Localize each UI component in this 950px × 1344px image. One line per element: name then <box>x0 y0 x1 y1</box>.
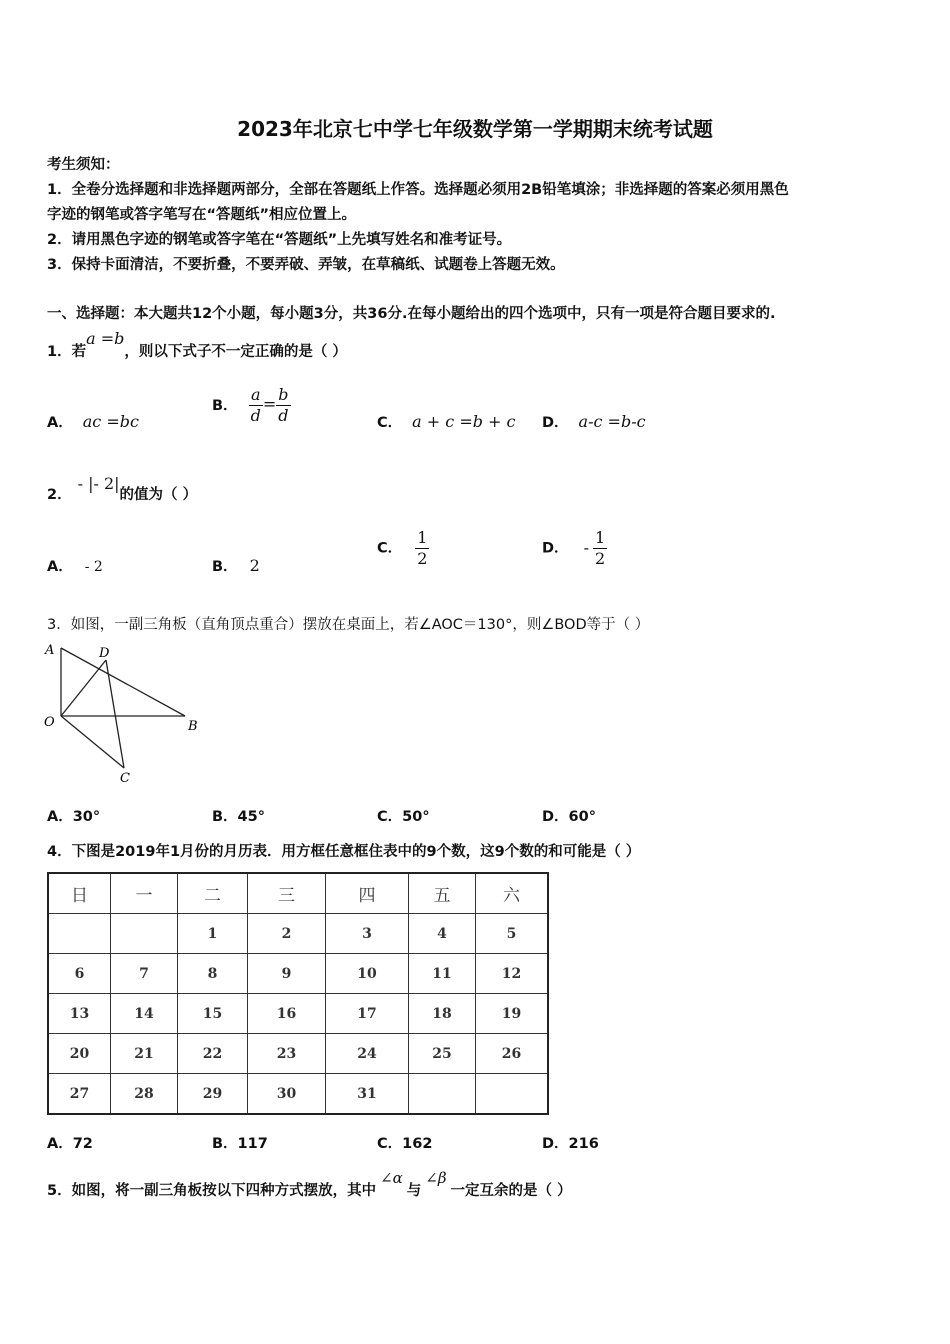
calendar-cell: 17 <box>326 994 409 1034</box>
q2-suffix: 的值为（ ） <box>119 487 198 503</box>
notice-line-1: 1．全卷分选择题和非选择题两部分，全部在答题纸上作答。选择题必须用2B铅笔填涂；非选择题的答案必须用黑色 <box>47 182 789 198</box>
label-a: A <box>45 643 55 658</box>
calendar-cell: 1 <box>178 914 248 954</box>
calendar-header-cell: 四 <box>326 873 409 914</box>
calendar-header-cell: 二 <box>178 873 248 914</box>
line-ab <box>61 648 185 716</box>
calendar-cell <box>111 914 178 954</box>
option-label: C． <box>377 415 403 431</box>
notice-line-3: 3．保持卡面清洁，不要折叠，不要弄破、弄皱，在草稿纸、试题卷上答题无效。 <box>47 257 565 273</box>
minus-sign: - <box>583 537 590 557</box>
calendar-cell: 9 <box>248 954 326 994</box>
q2-option-d <box>542 528 607 569</box>
calendar-cell: 14 <box>111 994 178 1034</box>
calendar-cell: 24 <box>326 1034 409 1074</box>
calendar-cell <box>48 914 111 954</box>
q5-mid: 与 <box>406 1183 422 1199</box>
calendar-cell: 4 <box>409 914 476 954</box>
line-dc <box>106 660 124 768</box>
option-label: B． <box>212 397 238 414</box>
section-heading: 一、选择题：本大题共12个小题，每小题3分，共36分.在每小题给出的四个选项中，只有一项是符合题目要求的. <box>47 306 776 322</box>
calendar-cell: 10 <box>326 954 409 994</box>
calendar-cell: 8 <box>178 954 248 994</box>
q1-option-c <box>377 411 516 432</box>
q2-expr: - |- 2| <box>77 474 120 493</box>
calendar-row <box>48 994 548 1034</box>
calendar-cell: 29 <box>178 1074 248 1115</box>
calendar-cell: 26 <box>476 1034 549 1074</box>
calendar-cell: 23 <box>248 1034 326 1074</box>
calendar-header-row <box>48 873 548 914</box>
q5-alpha: ∠α <box>380 1169 403 1187</box>
q2-c-frac <box>415 528 429 569</box>
calendar-cell: 6 <box>48 954 111 994</box>
q1-option-d <box>542 411 646 432</box>
page-title: 2023年北京七中学七年级数学第一学期期末统考试题 <box>237 117 713 141</box>
calendar-cell: 25 <box>409 1034 476 1074</box>
calendar-cell: 3 <box>326 914 409 954</box>
label-o: O <box>44 715 55 730</box>
denominator: d <box>250 406 261 425</box>
calendar-header-cell: 一 <box>111 873 178 914</box>
q3-option-c: C．50° <box>377 809 430 825</box>
q1-prefix: 1．若 <box>47 344 87 360</box>
q4-option-d: D．216 <box>542 1136 599 1152</box>
numerator: b <box>278 385 289 404</box>
q3-figure <box>40 640 210 790</box>
denominator: d <box>278 406 289 425</box>
q5-beta: ∠β <box>425 1169 447 1187</box>
calendar-header-cell: 六 <box>476 873 549 914</box>
calendar-row <box>48 1034 548 1074</box>
q2-option-a <box>47 555 103 576</box>
q3-option-d: D．60° <box>542 809 596 825</box>
calendar-cell: 22 <box>178 1034 248 1074</box>
calendar-cell: 18 <box>409 994 476 1034</box>
calendar-table <box>47 872 549 1115</box>
q1-condition: a =b <box>86 329 125 348</box>
calendar-cell: 27 <box>48 1074 111 1115</box>
calendar-cell: 5 <box>476 914 549 954</box>
equals-sign: = <box>262 394 277 414</box>
calendar-cell: 2 <box>248 914 326 954</box>
option-label: D． <box>542 540 569 557</box>
q5-prefix: 5．如图，将一副三角板按以下四种方式摆放，其中 <box>47 1183 377 1199</box>
q2-option-b <box>212 555 260 576</box>
notice-line-1-cont: 字迹的钢笔或答字笔写在“答题纸”相应位置上。 <box>47 207 357 223</box>
calendar-cell: 31 <box>326 1074 409 1115</box>
q1-option-b <box>212 385 291 426</box>
q1-suffix: ，则以下式子不一定正确的是（ ） <box>124 344 347 360</box>
calendar-cell: 20 <box>48 1034 111 1074</box>
numerator: 1 <box>595 528 606 547</box>
q1-c-expr: a + c =b + c <box>412 412 516 431</box>
q2-b-val: 2 <box>249 556 260 575</box>
notice-line-2: 2．请用黑色字迹的钢笔或答字笔在“答题纸”上先填写姓名和准考证号。 <box>47 232 512 248</box>
q4-option-c: C．162 <box>377 1136 433 1152</box>
numerator: 1 <box>417 528 428 547</box>
numerator: a <box>249 385 263 406</box>
calendar-cell <box>409 1074 476 1115</box>
q1-d-expr: a-c =b-c <box>578 412 646 431</box>
q3-option-b: B．45° <box>212 809 265 825</box>
calendar-header-cell: 日 <box>48 873 111 914</box>
notice-heading: 考生须知： <box>47 157 120 173</box>
calendar-cell: 28 <box>111 1074 178 1115</box>
q3-option-a: A．30° <box>47 809 101 825</box>
denominator: 2 <box>417 549 428 568</box>
line-oc <box>61 716 124 768</box>
calendar-cell: 13 <box>48 994 111 1034</box>
option-label: D． <box>542 415 569 431</box>
q2-stem <box>47 474 198 504</box>
calendar-cell: 12 <box>476 954 549 994</box>
q1-stem <box>47 329 347 361</box>
calendar-cell: 7 <box>111 954 178 994</box>
calendar-cell <box>476 1074 549 1115</box>
q2-option-c <box>377 528 429 569</box>
calendar-header-cell: 三 <box>248 873 326 914</box>
calendar-cell: 16 <box>248 994 326 1034</box>
q1-a-expr: ac =bc <box>82 412 139 431</box>
q1-option-a <box>47 411 139 432</box>
q5-suffix: 一定互余的是（ ） <box>450 1183 572 1199</box>
q2-a-val: - 2 <box>84 559 103 575</box>
calendar-row <box>48 1074 548 1115</box>
option-label: B． <box>212 559 238 575</box>
calendar-cell: 19 <box>476 994 549 1034</box>
q2-d-frac <box>593 528 607 569</box>
option-label: A． <box>47 415 73 431</box>
calendar-row <box>48 954 548 994</box>
calendar-cell: 11 <box>409 954 476 994</box>
denominator: 2 <box>595 549 606 568</box>
q1-b-frac-right <box>276 385 290 426</box>
calendar-header-cell: 五 <box>409 873 476 914</box>
option-label: C． <box>377 540 403 557</box>
calendar-cell: 21 <box>111 1034 178 1074</box>
option-label: A． <box>47 559 73 575</box>
q1-b-frac-left <box>249 385 263 426</box>
q4-stem: 4．下图是2019年1月份的月历表．用方框任意框住表中的9个数，这9个数的和可能是（ ） <box>47 844 641 860</box>
q2-prefix: 2． <box>47 487 72 503</box>
q4-option-b: B．117 <box>212 1136 268 1152</box>
calendar-cell: 15 <box>178 994 248 1034</box>
q5-stem <box>47 1169 572 1200</box>
q4-option-a: A．72 <box>47 1136 93 1152</box>
label-c: C <box>120 771 130 786</box>
line-od <box>61 660 106 716</box>
label-b: B <box>188 719 198 734</box>
calendar-row <box>48 914 548 954</box>
label-d: D <box>99 646 110 661</box>
q3-stem: 3．如图，一副三角板（直角顶点重合）摆放在桌面上，若∠AOC＝130°，则∠BOD等于（ ） <box>47 617 650 633</box>
calendar-cell: 30 <box>248 1074 326 1115</box>
